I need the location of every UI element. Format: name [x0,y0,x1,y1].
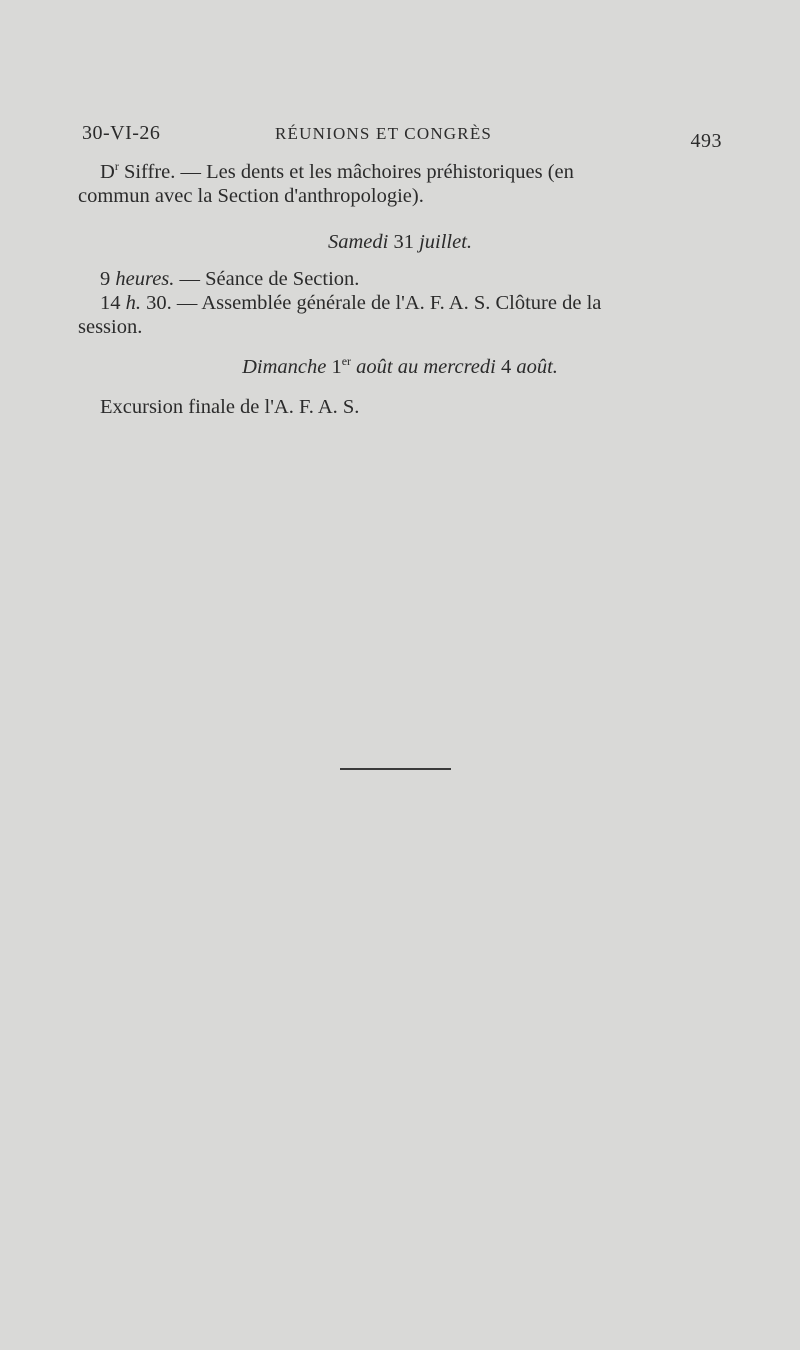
date-heading-samedi [78,230,722,254]
date2-end-month: août. [516,356,558,378]
entry-excursion [78,395,722,419]
entry-seance-time-unit: heures. [115,268,175,290]
date-heading-dimanche [78,355,722,379]
entry-assemblee-text: — Assemblée générale de l'A. F. A. S. Clôture de la [171,292,602,314]
entry-siffre [78,160,722,208]
entry-siffre-line2: commun avec la Section d'anthropologie). [78,185,424,207]
entry-assemblee-time-unit: h. [125,292,141,314]
page-number: 493 [690,130,722,152]
entry-assemblee-time: 14 [100,292,121,314]
date-month: juillet. [419,231,473,253]
entry-seance-text: — Séance de Section. [174,268,360,290]
entry-siffre-prefix: D [100,161,115,183]
entry-assemblee-line2: session. [78,316,143,338]
entry-siffre-line1 [78,160,722,184]
date2-end-day: 4 [500,356,512,378]
schedule-block-samedi [78,267,722,339]
entry-seance [78,267,722,291]
date2-start-day: 1 [331,356,342,378]
entry-siffre-prefix-sup: r [114,159,119,174]
date2-range-text: août au mercredi [356,356,496,378]
date2-start-day-sup: er [341,354,352,369]
date-day: 31 [393,231,414,253]
entry-assemblee-minutes: 30. [141,292,172,314]
entry-siffre-line1-text: Siffre. — Les dents et les mâchoires préhistoriques (en [118,161,574,183]
end-divider-rule [340,768,451,770]
entry-seance-time: 9 [100,268,111,290]
entry-excursion-text: Excursion finale de l'A. F. A. S. [100,396,360,418]
entry-assemblee-line1 [78,291,722,315]
date2-start-weekday: Dimanche [242,356,327,378]
running-header [82,118,722,152]
date-weekday: Samedi [327,231,389,253]
header-date: 30-VI-26 [82,122,161,144]
header-title: RÉUNIONS ET CONGRÈS [275,124,493,143]
